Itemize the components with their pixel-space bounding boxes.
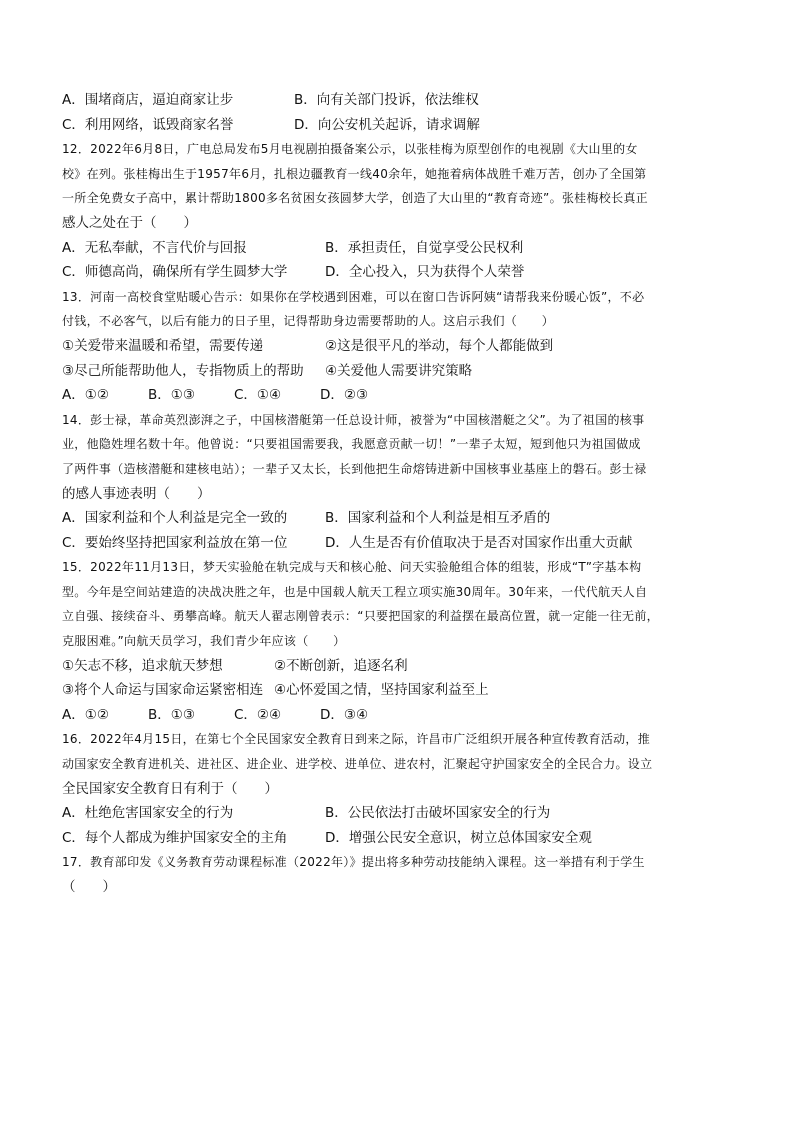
q15-statements-row-2: [62, 678, 734, 703]
q11-option-d: D．向公安机关起诉，请求调解: [294, 116, 480, 133]
q13-stem-line: 13．河南一高校食堂贴暖心告示：如果你在学校遇到困难，可以在窗口告诉阿姨“请帮我来份暖心饭”，不必: [62, 289, 645, 304]
q16-options-row-1: [62, 801, 734, 826]
q13-options-row: [62, 383, 734, 408]
q11-option-b: B．向有关部门投诉，依法维权: [294, 92, 479, 108]
q15-option-b: B．①③: [148, 706, 195, 723]
q15-stem-line: 型。今年是空间站建造的决战决胜之年，也是中国载人航天工程立项实施30周年。30年来，一代代航天人自: [62, 584, 648, 599]
q15-option-c: C．②④: [234, 706, 282, 723]
q12-stem-line: 感人之处在于（ ）: [62, 214, 197, 231]
q15-statement-1: ①矢志不移，追求航天梦想: [62, 657, 223, 674]
q15-statement-4: ④心怀爱国之情，坚持国家利益至上: [274, 682, 489, 699]
q16-options-row-2: [62, 826, 734, 851]
q11-option-c: C．利用网络，诋毁商家名誉: [62, 116, 234, 133]
q14-stem-line: 的感人事迹表明（ ）: [62, 485, 211, 502]
q14-option-c: C．要始终坚持把国家利益放在第一位: [62, 534, 288, 551]
q13-option-c: C．①④: [234, 387, 282, 404]
q11-options-row-2: [62, 113, 734, 138]
q12-option-a: A．无私奉献，不言代价与回报: [62, 239, 247, 256]
q16-option-a: A．杜绝危害国家安全的行为: [62, 805, 234, 822]
q12-option-d: D．全心投入，只为获得个人荣誉: [325, 264, 525, 281]
q11-option-a: A．围堵商店，逼迫商家让步: [62, 92, 234, 108]
q13-stem-line: 付钱，不必客气，以后有能力的日子里，记得帮助身边需要帮助的人。这启示我们（ ）: [62, 314, 555, 329]
q12-stem-line: 12．2022年6月8日，广电总局发布5月电视剧拍摄备案公示，以张桂梅为原型创作的电视剧《大山里的女: [62, 142, 638, 157]
q12-option-c: C．师德高尚，确保所有学生圆梦大学: [62, 264, 288, 281]
q14-option-b: B．国家利益和个人利益是相互矛盾的: [325, 510, 551, 527]
question-list: [62, 88, 734, 900]
q13-statements-row-1: [62, 334, 734, 359]
q12-options-row-2: [62, 260, 734, 285]
q15-statements-row-1: [62, 654, 734, 679]
q14-options-row-2: [62, 531, 734, 556]
q16-option-d: D．增强公民安全意识，树立总体国家安全观: [325, 829, 592, 846]
q14-stem-line: 了两件事（造核潜艇和建核电站）；一辈子又太长，长到他把生命熔铸进新中国核事业基座上的磐石。彭士禄: [62, 461, 647, 476]
q15-stem-line: 立自强、接续奋斗、勇攀高峰。航天人翟志刚曾表示：“只要把国家的利益摆在最高位置，就一定能一往无前，: [62, 609, 659, 624]
q16-option-b: B．公民依法打击破坏国家安全的行为: [325, 805, 551, 822]
q15-statement-3: ③将个人命运与国家命运紧密相连: [62, 682, 264, 699]
q12-stem-line: 一所全免费女子高中，累计帮助1800多名贫困女孩圆梦大学，创造了大山里的“教育奇迹”。张桂梅校长真正: [62, 191, 648, 206]
q14-option-d: D．人生是否有价值取决于是否对国家作出重大贡献: [325, 534, 633, 551]
q15-option-d: D．③④: [320, 706, 369, 723]
q12-option-b: B．承担责任，自觉享受公民权利: [325, 239, 524, 256]
q13-option-d: D．②③: [320, 387, 369, 404]
q15-stem-line: 克服困难。”向航天员学习，我们青少年应该（ ）: [62, 634, 346, 649]
q13-option-a: A．①②: [62, 387, 109, 404]
q13-statement-3: ③尽己所能帮助他人，专指物质上的帮助: [62, 362, 304, 379]
q13-statement-1: ①关爱带来温暖和希望，需要传递: [62, 337, 264, 354]
q13-option-b: B．①③: [148, 387, 195, 404]
q14-stem-line: 14．彭士禄，革命英烈澎湃之子，中国核潜艇第一任总设计师，被誉为“中国核潜艇之父”。为了祖国的核事: [62, 412, 645, 427]
q13-statement-2: ②这是很平凡的举动，每个人都能做到: [325, 337, 554, 354]
q17-stem-line: （ ）: [62, 879, 116, 895]
q16-stem-line: 全民国家安全教育日有利于（ ）: [62, 780, 278, 797]
q16-option-c: C．每个人都成为维护国家安全的主角: [62, 829, 288, 846]
q15-statement-2: ②不断创新，追逐名利: [274, 657, 408, 674]
q14-option-a: A．国家利益和个人利益是完全一致的: [62, 510, 288, 527]
q16-stem-line: 16．2022年4月15日，在第七个全民国家安全教育日到来之际，许昌市广泛组织开展各种宣传教育活动，推: [62, 732, 651, 747]
q11-options-row-1: [62, 88, 734, 113]
q15-option-a: A．①②: [62, 706, 109, 723]
q13-statements-row-2: [62, 359, 734, 384]
q14-stem-line: 业，他隐姓埋名数十年。他曾说：“只要祖国需要我，我愿意贡献一切！”一辈子太短，短到他只为祖国做成: [62, 437, 641, 452]
q12-stem-line: 校》在列。张桂梅出生于1957年6月，扎根边疆教育一线40余年，她拖着病体战胜千难万苦，创办了全国第: [62, 166, 647, 181]
q16-stem-line: 动国家安全教育进机关、进社区、进企业、进学校、进单位、进农村，汇聚起守护国家安全的全民合力。设立: [62, 757, 653, 772]
q13-statement-4: ④关爱他人需要讲究策略: [325, 362, 473, 379]
q12-options-row-1: [62, 236, 734, 261]
q14-options-row-1: [62, 506, 734, 531]
q15-stem-line: 15．2022年11月13日，梦天实验舱在轨完成与天和核心舱、问天实验舱组合体的组装，形成“T”字基本构: [62, 560, 642, 575]
q15-options-row: [62, 703, 734, 728]
q17-stem-line: 17．教育部印发《义务教育劳动课程标准（2022年）》提出将多种劳动技能纳入课程。这一举措有利于学生: [62, 855, 645, 870]
